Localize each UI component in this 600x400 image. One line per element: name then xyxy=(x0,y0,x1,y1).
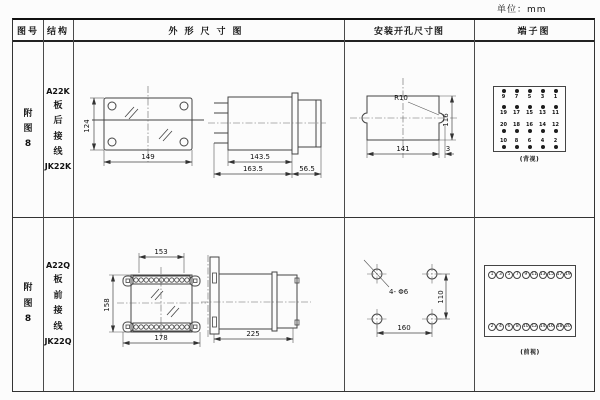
terminal-dot xyxy=(541,105,545,109)
structure-char: 接 xyxy=(53,131,63,142)
terminal-circle-number: 4 xyxy=(496,323,504,331)
terminal-number: 2 xyxy=(553,137,558,144)
structure-char: 前 xyxy=(53,290,63,301)
terminal-circle-number: 1 xyxy=(488,271,496,279)
structure-char: 线 xyxy=(53,147,63,158)
terminal-number: 11 xyxy=(552,110,559,117)
figure-no-char: 图 xyxy=(23,298,33,309)
dim-3 xyxy=(432,124,454,158)
terminal-screws xyxy=(134,278,189,329)
glass-hatch-mark xyxy=(125,107,138,119)
terminal-circle-number: 19 xyxy=(565,272,571,277)
row2-outline-drawing xyxy=(73,217,344,391)
structure-model: A22Q xyxy=(45,261,71,271)
row1-outline-drawing xyxy=(73,40,344,217)
terminal-circle-number: 14 xyxy=(539,324,546,329)
dim-label: 141 xyxy=(396,145,410,153)
terminal-number: 3 xyxy=(540,94,545,100)
dim-158 xyxy=(103,275,131,332)
dim-label: 153 xyxy=(154,248,168,256)
structure-row1 xyxy=(43,42,73,217)
figure-no-char: 图 xyxy=(23,124,33,134)
terminal-number: 6 xyxy=(527,137,532,144)
terminal-circle-number: 10 xyxy=(522,324,529,329)
dim-label: 110 xyxy=(437,290,445,304)
dim-label: 163.5 xyxy=(242,165,264,173)
terminal-dot xyxy=(528,129,532,133)
terminal-number: 10 xyxy=(500,137,507,144)
terminal-number: 20 xyxy=(500,121,507,128)
figure-no-row1 xyxy=(13,42,43,217)
terminal-number: 7 xyxy=(514,94,519,100)
terminal-circle-number: 11 xyxy=(531,272,538,277)
dim-label: 225 xyxy=(246,330,260,338)
terminal-dot xyxy=(502,129,506,133)
header-figure-no: 图号 xyxy=(16,26,39,37)
dim-label: 160 xyxy=(397,324,411,332)
terminal-circle-number: 3 xyxy=(496,271,504,279)
terminal-dot xyxy=(528,105,532,109)
terminal-grid-box xyxy=(493,86,566,152)
row2-install-drawing xyxy=(344,217,474,391)
terminal-circle-number: 17 xyxy=(556,272,563,277)
terminal-dot xyxy=(554,145,558,149)
terminal-number: 8 xyxy=(514,137,519,144)
terminal-number: 9 xyxy=(501,94,506,100)
terminal-circle-number: 8 xyxy=(513,323,521,331)
figure-no-row2 xyxy=(13,219,43,389)
row1-terminal-diagram xyxy=(474,40,594,217)
terminal-row xyxy=(497,89,562,100)
dim-225 xyxy=(214,328,293,343)
terminal-circle-number: 13 xyxy=(539,272,546,277)
dim-label: 178 xyxy=(154,334,168,342)
dim-label: 3 xyxy=(445,145,451,153)
terminal-number: 4 xyxy=(540,137,545,144)
terminal-dot xyxy=(515,145,519,149)
dim-label: 116 xyxy=(442,113,450,127)
terminal-number: 15 xyxy=(526,110,533,117)
structure-char: 板 xyxy=(53,100,63,111)
dim-label: 124 xyxy=(83,119,91,133)
terminal-circle-number: 18 xyxy=(556,324,563,329)
terminal-row xyxy=(497,105,562,116)
terminal-dot xyxy=(502,105,506,109)
terminal-bottom-row xyxy=(488,323,572,331)
header-terminal-diagram: 端子图 xyxy=(517,26,551,37)
terminal-circle-number: 20 xyxy=(565,324,571,329)
terminal-row xyxy=(497,138,562,149)
dim-label: 4- Φ6 xyxy=(389,288,409,296)
dim-label: 158 xyxy=(103,298,111,312)
unit-label: 单位：mm xyxy=(497,5,547,15)
dimension-table xyxy=(12,18,595,392)
terminal-dot xyxy=(528,145,532,149)
hole-crosshairs xyxy=(367,264,442,329)
relay-side-view xyxy=(210,257,299,334)
dim-label: 143.5 xyxy=(249,153,271,161)
dim-178 xyxy=(123,332,200,347)
terminal-number: 14 xyxy=(539,121,546,128)
terminal-row xyxy=(497,122,562,133)
terminal-number: 19 xyxy=(500,110,507,117)
terminal-dot xyxy=(515,129,519,133)
terminal-number: 12 xyxy=(552,121,559,128)
row2-terminal-diagram xyxy=(474,217,594,391)
header-outline-dims: 外形尺寸图 xyxy=(168,26,249,37)
header-structure: 结构 xyxy=(46,26,69,37)
terminal-circle-number: 7 xyxy=(513,271,521,279)
terminal-dot xyxy=(502,89,506,93)
hole-size-callout xyxy=(364,260,409,296)
mounting-holes xyxy=(372,269,437,324)
figure-no-char: 8 xyxy=(24,139,32,150)
figure-no-char: 8 xyxy=(24,313,32,324)
terminal-number: 1 xyxy=(553,94,558,100)
terminal-dot xyxy=(541,89,545,93)
structure-char: 板 xyxy=(53,275,63,286)
terminal-dot xyxy=(554,105,558,109)
relay-front-view xyxy=(123,275,200,332)
terminal-circle-number: 6 xyxy=(505,323,513,331)
structure-model: JK22K xyxy=(44,162,72,172)
dim-label: 56.5 xyxy=(299,165,315,173)
dim-56-5 xyxy=(292,147,321,178)
header-install-dims: 安装开孔尺寸图 xyxy=(373,26,444,37)
terminal-number: 18 xyxy=(513,121,520,128)
terminal-dot xyxy=(515,89,519,93)
structure-char: 后 xyxy=(53,116,63,127)
terminal-dot xyxy=(541,145,545,149)
terminal-circle-number: 12 xyxy=(531,324,538,329)
structure-model: JK22Q xyxy=(44,336,72,346)
dim-149 xyxy=(104,150,192,166)
glass-hatch-mark xyxy=(167,306,179,317)
terminal-circle-number: 9 xyxy=(522,271,530,279)
terminal-circle-number: 16 xyxy=(548,324,554,329)
dim-label: R10 xyxy=(394,94,408,102)
terminal-circle-number: 15 xyxy=(548,272,554,277)
terminal-dot xyxy=(515,105,519,109)
terminal-dot xyxy=(541,129,545,133)
terminal-number: 17 xyxy=(513,110,520,117)
dim-153 xyxy=(139,248,184,273)
terminal-top-row xyxy=(488,271,572,279)
figure-no-char: 附 xyxy=(23,108,33,119)
structure-row2 xyxy=(43,219,73,389)
terminal-dot xyxy=(502,145,506,149)
terminal-circle-number: 2 xyxy=(488,323,496,331)
terminal-view-caption: (前视) xyxy=(520,349,540,356)
terminal-strip-box xyxy=(484,265,576,337)
row1-install-drawing xyxy=(344,40,474,217)
structure-char: 线 xyxy=(53,321,63,332)
glass-hatch-mark xyxy=(159,129,172,141)
structure-model: A22K xyxy=(46,86,70,96)
notch-radius-callout xyxy=(394,94,439,115)
terminal-dot xyxy=(528,89,532,93)
structure-char: 接 xyxy=(53,306,63,317)
relay-side-view xyxy=(214,93,321,154)
terminal-view-caption: (背视) xyxy=(519,156,540,163)
dim-110 xyxy=(437,274,450,319)
terminal-circle-number: 5 xyxy=(505,271,513,279)
terminal-dot xyxy=(554,89,558,93)
dim-124 xyxy=(83,98,104,150)
terminal-dot xyxy=(554,129,558,133)
terminal-number: 13 xyxy=(539,110,546,117)
dim-label: 149 xyxy=(141,153,155,161)
terminal-number: 16 xyxy=(526,121,533,128)
dim-160 xyxy=(377,324,432,337)
figure-no-char: 附 xyxy=(23,283,33,294)
terminal-number: 5 xyxy=(527,94,532,100)
